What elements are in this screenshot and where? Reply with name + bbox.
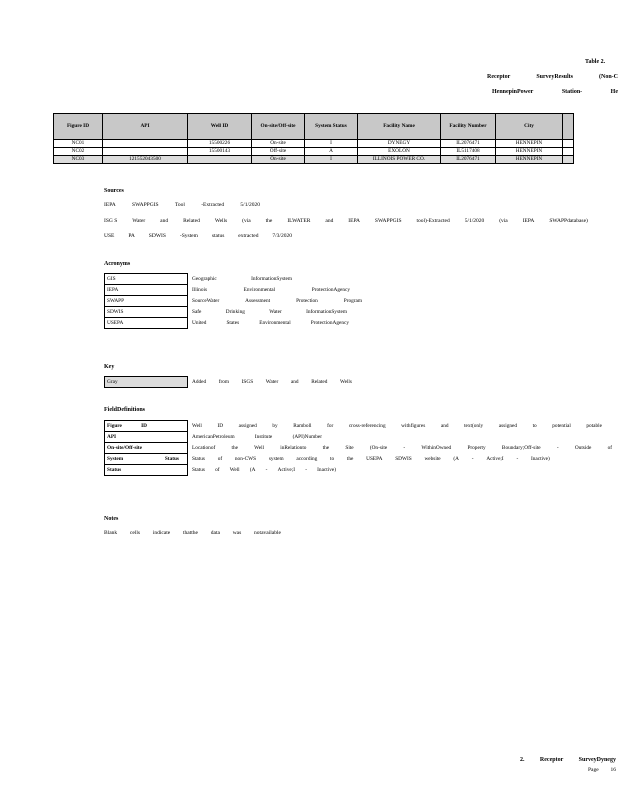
table-cell: 15500143 [188,148,252,156]
word: status [211,233,225,239]
acronym-value [188,285,365,296]
word: Active;I [486,456,504,462]
word: assigned [498,423,518,429]
word: Program [343,298,362,304]
notes-line [104,530,281,536]
table-cell: NC03 [54,156,103,164]
field-definitions-title: FieldDefinitions [104,407,146,413]
word: text(only [464,423,484,429]
word: ILWATER [287,218,311,224]
word: AmericanPetroleum [192,434,235,440]
col-header: On-site/Off-site [252,114,305,140]
table-cell: HENNEPIN [496,156,563,164]
notes-title: Notes [104,516,119,522]
word: Assessment [245,298,271,304]
word: Active;I [277,467,295,473]
sources-line [104,233,292,239]
sources-title: Sources [104,188,124,194]
title-word: Station- [561,89,583,95]
word: Environmental [259,320,291,326]
word: Tool [174,202,185,208]
col-header: Facility Number [441,114,496,140]
acronym-key: USEPA [105,318,188,329]
word: for [327,423,334,429]
word: Drinking [225,309,245,315]
word: Well [254,445,265,451]
key-row [105,377,355,388]
table-cell [563,156,574,164]
definition-key: API [105,432,188,443]
word: the [231,445,238,451]
word: and [160,218,169,224]
word: PA [128,233,135,239]
word: thatthe [183,530,198,536]
word: cells [129,530,141,536]
word: Inactive) [530,456,550,462]
word: potential [552,423,571,429]
word: Water [132,218,146,224]
word: - [403,445,406,451]
word: States [226,320,240,326]
word: data [210,530,220,536]
table-cell: DYNEGY [358,140,441,148]
word: (A [249,467,256,473]
word: ProtectionAgency [310,320,349,326]
word: 16 [610,767,616,773]
word: Boundary;Off-site [501,445,541,451]
word: extracted [238,233,259,239]
title-word: He [610,89,618,95]
definition-row [105,432,615,443]
table-cell: HENNEPIN [496,140,563,148]
acronym-key: IEPA [105,285,188,296]
word: Wells [214,218,228,224]
definition-key [105,454,188,465]
table-row [54,156,574,164]
col-header: API [103,114,188,140]
word: InformationSystem [306,309,347,315]
word: to [330,456,335,462]
title-word: (Non-C [599,74,618,80]
definition-key: Status [105,465,188,476]
word: SWAPPdatabase) [549,218,588,224]
report-title-line2 [492,89,618,95]
title-word: SurveyResults [536,74,573,80]
word: (via [499,218,508,224]
acronym-value [188,307,365,318]
word: - [265,467,268,473]
word: Wells [340,379,352,385]
table-cell: Off-site [252,148,305,156]
word: and [290,379,299,385]
table-label: Table 2. [585,59,606,65]
title-word: HennepinPower [492,89,534,95]
word: Ramboll [293,423,312,429]
col-header: System Status [305,114,358,140]
definition-value [188,432,615,443]
word: from [218,379,230,385]
word: system [268,456,284,462]
word: IEPA [522,218,535,224]
word: ISG S [104,218,118,224]
word: Property [467,445,486,451]
word: notavailable [254,530,281,536]
word: (A [453,456,460,462]
acronym-row [105,274,365,285]
report-title-line1 [487,74,618,80]
word: Site [345,445,354,451]
table-cell: HENNEPIN [496,148,563,156]
word: and [325,218,334,224]
key-table [104,376,354,388]
word: of [607,445,612,451]
table-cell: IL5117408 [441,148,496,156]
word: Status [192,456,205,462]
definition-value [188,421,615,432]
word: USEPA [366,456,383,462]
word: Page [588,767,599,773]
word: - [556,445,559,451]
col-header: City [496,114,563,140]
table-header-row [54,114,574,140]
acronym-row [105,307,365,318]
word: 5/1/2020 [464,218,485,224]
word: Added [192,379,207,385]
acronyms-title: Acronyms [104,261,131,267]
col-header [563,114,574,140]
acronym-key: SDWIS [105,307,188,318]
word: cross-referencing [348,423,386,429]
word: to [532,423,537,429]
word: Blank [104,530,118,536]
word: SourceWater [192,298,220,304]
acronym-row [105,285,365,296]
word: indicate [152,530,171,536]
word: ID [141,423,147,429]
word: WithinOwned [421,445,452,451]
word: Institute [254,434,273,440]
word: ProtectionAgency [311,287,350,293]
word: SurveyDynegy [578,757,616,763]
word: tool)-Extracted [416,218,450,224]
acronym-key: SWAPP [105,296,188,307]
table-cell [563,148,574,156]
word: withfigures [401,423,426,429]
word: InformationSystem [251,276,292,282]
word: 5/1/2020 [240,202,260,208]
table-cell: NC01 [54,140,103,148]
word: Locationof [192,445,216,451]
word: ISGS [241,379,254,385]
word: SDWIS [395,456,412,462]
sources-line [104,202,260,208]
definition-row [105,454,615,465]
word: USE [104,233,115,239]
definition-key: On-site/Off-site [105,443,188,454]
word: IEPA [104,202,116,208]
acronym-row [105,296,365,307]
definition-row [105,443,615,454]
definition-row [105,465,615,476]
table-row [54,148,574,156]
word: inRelationto [280,445,307,451]
word: (On-site [369,445,388,451]
word: United [192,320,207,326]
col-header: Well ID [188,114,252,140]
word: Water [269,309,282,315]
word: Related [311,379,328,385]
page-number [588,767,616,773]
word: of [215,467,220,473]
word: potable [586,423,602,429]
acronym-value [188,318,365,329]
table-cell: IL2076471 [441,140,496,148]
table-cell: EXOLON [358,148,441,156]
table-cell: A [305,148,358,156]
table-row [54,140,574,148]
word: Status [192,467,205,473]
word: System [107,456,124,462]
word: the [322,445,330,451]
table-cell [103,148,188,156]
word: by [272,423,278,429]
table-cell: I [305,140,358,148]
word: - [471,456,474,462]
word: 2. [520,757,525,763]
word: was [232,530,242,536]
footer-title [520,757,616,763]
word: Inactive) [317,467,336,473]
acronym-value [188,274,365,285]
word: (API)Number [292,434,322,440]
table-cell [188,156,252,164]
word: SWAPPGIS [374,218,402,224]
word: and [440,423,449,429]
word: Receptor [539,757,564,763]
key-description [188,377,355,388]
field-definitions-table [104,420,615,476]
word: ID [217,423,224,429]
table-cell: 121552043500 [103,156,188,164]
acronym-row [105,318,365,329]
key-title: Key [104,364,115,370]
word: the [265,218,273,224]
definition-key [105,421,188,432]
acronyms-table [104,273,365,329]
word: -System [179,233,198,239]
table-cell: IL2076471 [441,156,496,164]
word: of [217,456,223,462]
word: the [346,456,354,462]
table-cell: On-site [252,156,305,164]
key-swatch-gray: Gray [105,377,188,388]
col-header: Facility Name [358,114,441,140]
word: Safe [192,309,202,315]
word: 7/3/2020 [272,233,292,239]
table-cell: NC02 [54,148,103,156]
definition-row [105,421,615,432]
sources-line [104,218,588,224]
word: Well [229,467,240,473]
table-cell: On-site [252,140,305,148]
table-cell: 15500226 [188,140,252,148]
word: non-CWS [234,456,257,462]
definition-value [188,465,615,476]
word: - [516,456,519,462]
definition-value [188,454,615,465]
col-header: Figure ID [54,114,103,140]
table-cell [563,140,574,148]
word: - [305,467,307,473]
table-cell [103,140,188,148]
receptor-survey-table [53,113,574,164]
word: Status [164,456,179,462]
title-word: Receptor [487,74,511,80]
definition-value [188,443,615,454]
word: Water [265,379,279,385]
word: Related [183,218,200,224]
word: IEPA [348,218,360,224]
word: website [424,456,441,462]
word: according [296,456,318,462]
acronym-value [188,296,365,307]
word: SWAPPGIS [132,202,159,208]
word: -Extracted [201,202,225,208]
acronym-key: GIS [105,274,188,285]
word: assigned [238,423,257,429]
word: Protection [296,298,318,304]
table-cell: ILLINOIS POWER CO. [358,156,441,164]
word: Geographic [192,276,217,282]
word: Well [192,423,202,429]
word: (via [242,218,251,224]
word: Illinois [192,287,208,293]
word: Figure [107,423,122,429]
word: Environmental [243,287,276,293]
table-cell: I [305,156,358,164]
word: Outside [574,445,592,451]
word: SDWIS [148,233,166,239]
